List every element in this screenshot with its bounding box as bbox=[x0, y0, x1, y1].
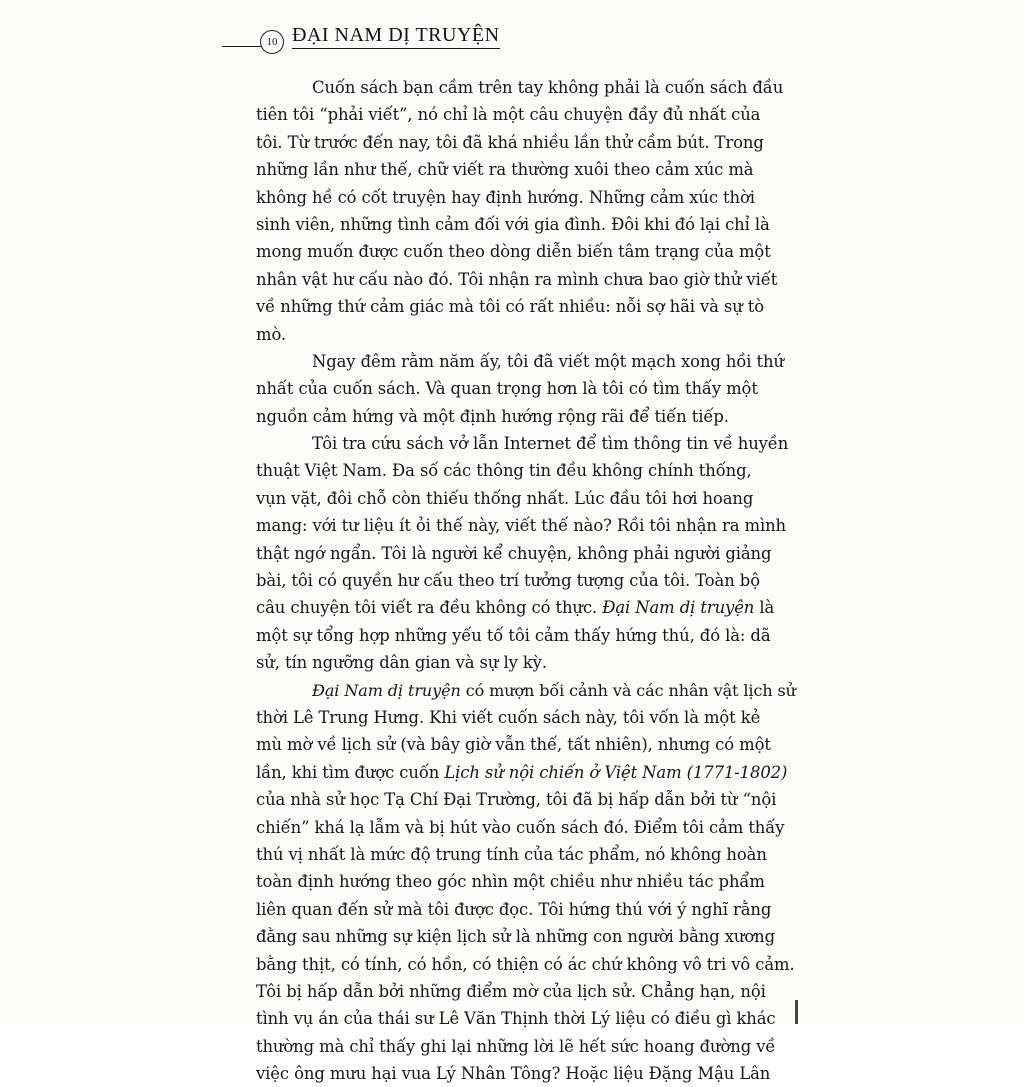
text-line: những lần như thế, chữ viết ra thường xuôi theo cảm xúc mà bbox=[256, 160, 754, 180]
text-line: mong muốn được cuốn theo dòng diễn biến tâm trạng của một bbox=[256, 242, 771, 262]
page-number: 10 bbox=[260, 30, 284, 54]
text-line: chiến” khá lạ lẫm và bị hút vào cuốn sách đó. Điểm tôi cảm thấy bbox=[256, 817, 785, 837]
text-line: nhân vật hư cấu nào đó. Tôi nhận ra mình chưa bao giờ thử viết bbox=[256, 269, 778, 289]
text-run: là bbox=[759, 598, 775, 618]
text-line: nhất của cuốn sách. Và quan trọng hơn là tôi có tìm thấy một bbox=[256, 379, 758, 399]
text-line bbox=[256, 759, 796, 786]
book-title: ĐẠI NAM DỊ TRUYỆN bbox=[292, 22, 500, 49]
page-edge-mark bbox=[795, 1000, 798, 1024]
text-line: về những thứ cảm giác mà tôi có rất nhiều: nỗi sợ hãi và sự tò bbox=[256, 297, 765, 317]
text-line: thật ngớ ngẩn. Tôi là người kể chuyện, không phải người giảng bbox=[256, 543, 772, 563]
text-line: thường mà chỉ thấy ghi lại những lời lẽ hết sức hoang đường về bbox=[256, 1036, 776, 1056]
text-line: liên quan đến sử mà tôi được đọc. Tôi hứng thú với ý nghĩ rằng bbox=[256, 899, 772, 919]
text-line: Tôi bị hấp dẫn bởi những điểm mờ của lịch sử. Chẳng hạn, nội bbox=[256, 981, 766, 1001]
cited-book-italic: Lịch sử nội chiến ở Việt Nam (1771-1802) bbox=[444, 762, 788, 782]
text-line: mù mờ về lịch sử (và bây giờ vẫn thế, tất nhiên), nhưng có một bbox=[256, 735, 771, 755]
text-line bbox=[256, 594, 796, 621]
text-run: câu chuyện tôi viết ra đều không có thực. bbox=[256, 598, 598, 618]
text-line: Cuốn sách bạn cầm trên tay không phải là cuốn sách đầu bbox=[312, 78, 784, 97]
text-line: việc ông mưu hại vua Lý Nhân Tông? Hoặc liệu Đặng Mậu Lân bbox=[256, 1064, 771, 1084]
text-line: thuật Việt Nam. Đa số các thông tin đều không chính thống, bbox=[256, 461, 752, 481]
text-line: mò. bbox=[256, 324, 287, 344]
text-line: sinh viên, những tình cảm đối với gia đình. Đôi khi đó lại chỉ là bbox=[256, 214, 770, 234]
running-head bbox=[222, 22, 782, 56]
text-line: nguồn cảm hứng và một định hướng rộng rãi để tiến tiếp. bbox=[256, 406, 729, 426]
text-line: một sự tổng hợp những yếu tố tôi cảm thấy hứng thú, đó là: dã bbox=[256, 625, 771, 645]
text-run: có mượn bối cảnh và các nhân vật lịch sử bbox=[465, 680, 796, 700]
text-line: bằng thịt, có tính, có hồn, có thiện có ác chứ không vô tri vô cảm. bbox=[256, 954, 795, 974]
text-line: mang: với tư liệu ít ỏi thế này, viết thế nào? Rồi tôi nhận ra mình bbox=[256, 516, 787, 536]
text-line: thú vị nhất là mức độ trung tính của tác phẩm, nó không hoàn bbox=[256, 844, 767, 864]
text-line: vụn vặt, đôi chỗ còn thiếu thống nhất. Lúc đầu tôi hơi hoang bbox=[256, 488, 754, 508]
text-line: tiên tôi “phải viết”, nó chỉ là một câu chuyện đầy đủ nhất của bbox=[256, 105, 761, 125]
text-line: Ngay đêm rằm năm ấy, tôi đã viết một mạch xong hồi thứ bbox=[312, 351, 784, 371]
text-line: không hề có cốt truyện hay định hướng. Những cảm xúc thời bbox=[256, 187, 755, 207]
text-line: sử, tín ngưỡng dân gian và sự ly kỳ. bbox=[256, 653, 547, 673]
text-line: toàn định hướng theo góc nhìn một chiều như nhiều tác phẩm bbox=[256, 872, 765, 892]
text-line: tôi. Từ trước đến nay, tôi đã khá nhiều lần thử cầm bút. Trong bbox=[256, 132, 764, 152]
text-line: bài, tôi có quyền hư cấu theo trí tưởng tượng của tôi. Toàn bộ bbox=[256, 571, 760, 591]
header-rule bbox=[222, 46, 262, 47]
text-line: thời Lê Trung Hưng. Khi viết cuốn sách này, tôi vốn là một kẻ bbox=[256, 707, 761, 727]
book-title-italic: Đại Nam dị truyện bbox=[312, 680, 461, 700]
text-line: Tôi tra cứu sách vở lẫn Internet để tìm thông tin về huyền bbox=[312, 434, 789, 454]
book-title-italic: Đại Nam dị truyện bbox=[602, 598, 755, 618]
text-line bbox=[256, 677, 796, 704]
text-line: tình vụ án của thái sư Lê Văn Thịnh thời Lý liệu có điều gì khác bbox=[256, 1009, 776, 1029]
text-line: của nhà sử học Tạ Chí Đại Trường, tôi đã bị hấp dẫn bởi từ “nội bbox=[256, 790, 777, 810]
text-line: đằng sau những sự kiện lịch sử là những con người bằng xương bbox=[256, 927, 775, 947]
body-text bbox=[256, 74, 796, 1087]
text-run: lần, khi tìm được cuốn bbox=[256, 762, 440, 782]
